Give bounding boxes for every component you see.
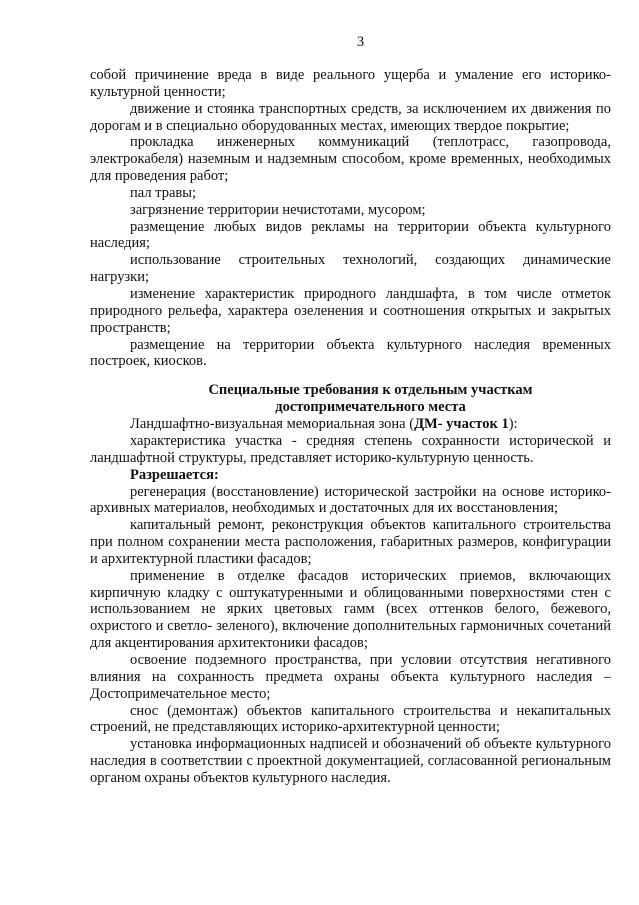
paragraph: загрязнение территории нечистотами, мусором; [130,201,426,218]
paragraph: изменение характеристик природного ландшафта, в том числе отметок природного рельефа, характера озеленения и соотношения открытых и закрытых пространств; [90,285,611,336]
zone-text-end: ): [508,416,518,433]
paragraph: установка информационных надписей и обозначений об объекте культурного наследия в соответствии с проектной документацией, согласованной региональным органом охраны объектов культурного наследия. [90,736,611,786]
section-heading-line: достопримечательного места [275,399,466,416]
paragraph: пал травы; [130,184,197,201]
paragraph: капитальный ремонт, реконструкция объектов капитального строительства при полном сохранении места расположения, габаритных размеров, конфигурации и архитектурной пластики фасадов; [90,517,611,567]
paragraph: прокладка инженерных коммуникаций (теплотрасс, газопровода, электрокабеля) наземным и надземным способом, кроме временных, необходимых для проведения работ; [90,134,611,185]
section-heading-line: Специальные требования к отдельным участкам [208,382,533,399]
characteristic-paragraph: характеристика участка - средняя степень сохранности исторической и ландшафтной структуры, представляет историко-культурную ценность. [90,433,611,466]
paragraph: освоение подземного пространства, при условии отсутствия негативного влияния на сохранность предмета охраны объекта культурного наследия – Достопримечательное место; [90,652,611,702]
document-body [90,67,611,787]
page-number: 3 [356,34,365,50]
paragraph: снос (демонтаж) объектов капитального строительства и некапитальных строений, не представляющих историко-архитектурной ценности; [90,702,611,736]
paragraph: применение в отделке фасадов исторических приемов, включающих кирпичную кладку с оштукатуренными и облицованными поверхностями стен с использованием не ярких цветовых гамм (всех оттенков белого, бежевого, охристого и светло- зеленого), включение дополнительных гармоничных сочетаний для акцентирования архитектоники фасадов; [90,567,611,652]
paragraph: регенерация (восстановление) исторической застройки на основе историко-архивных материалов, необходимых и достаточных для их восстановления; [90,483,611,517]
section-heading [90,382,611,416]
zone-code: ДМ- участок 1 [414,416,509,433]
zone-text: Ландшафтно-визуальная мемориальная зона ( [130,416,415,433]
zone-paragraph [90,416,611,433]
paragraph: размещение любых видов рекламы на территории объекта культурного наследия; [90,218,611,252]
paragraph: движение и стоянка транспортных средств, за исключением их движения по дорогам и в специально оборудованных местах, имеющих твердое покрытие; [90,100,611,134]
paragraph: размещение на территории объекта культурного наследия временных построек, киосков. [90,336,611,370]
paragraph: собой причинение вреда в виде реального ущерба и умаление его историко-культурной ценности; [90,67,611,100]
paragraph: использование строительных технологий, создающих динамические нагрузки; [90,252,611,286]
allowed-label: Разрешается: [130,466,219,483]
